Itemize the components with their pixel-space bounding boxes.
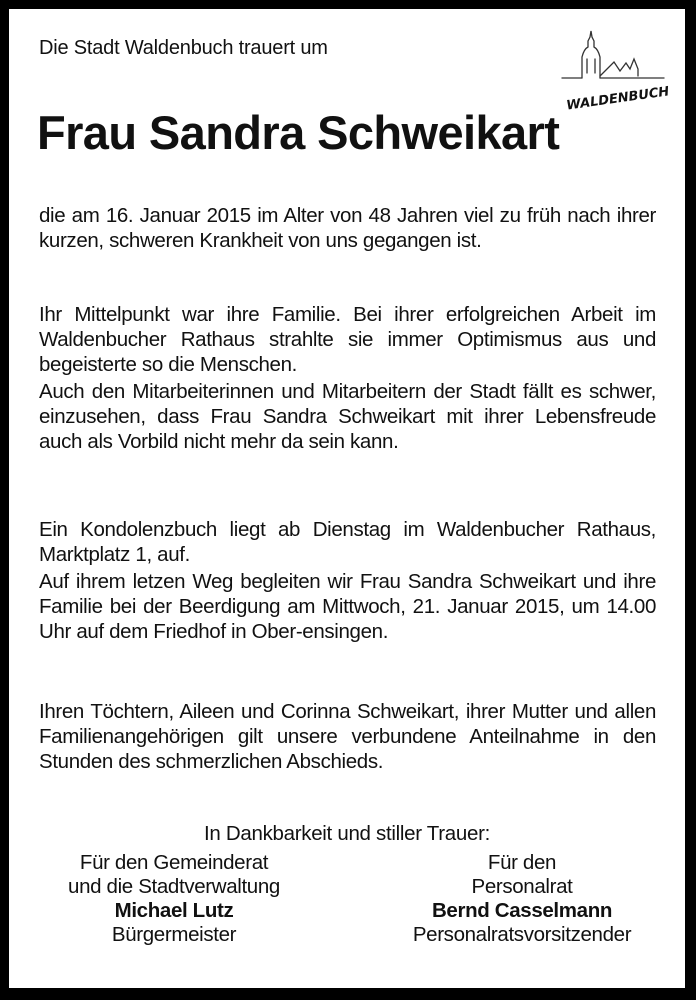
deceased-name-title: Frau Sandra Schweikart — [37, 106, 560, 159]
signature-line2: und die Stadtverwaltung — [68, 875, 280, 898]
signatory-name: Bernd Casselmann — [431, 899, 613, 922]
intro-line: Die Stadt Waldenbuch trauert um — [39, 37, 328, 59]
waldenbuch-city-logo-icon — [554, 29, 674, 114]
signatory-name: Michael Lutz — [114, 899, 234, 922]
signature-staff-council — [372, 851, 672, 947]
paragraph-funeral-details: Auf ihrem letzen Weg begleiten wir Frau Sandra Schweikart und ihre Familie bei der Beerdigung am Mittwoch, 21. Januar 2015, um 14.00 Uhr auf dem Friedhof in Ober-ensingen. — [39, 570, 656, 643]
paragraph-family-work: Ihr Mittelpunkt war ihre Familie. Bei ihrer erfolgreichen Arbeit im Waldenbucher Rathaus strahlte sie immer Optimismus aus und begeisterte so die Menschen. — [39, 303, 656, 376]
paragraph-sympathy: Ihren Töchtern, Aileen und Corinna Schweikart, ihrer Mutter und allen Familienangehörigen gilt unsere verbundene Anteilnahme in den Stunden des schmerzlichen Abschieds. — [39, 700, 656, 773]
signature-city-council — [24, 851, 324, 947]
closing-line: In Dankbarkeit und stiller Trauer: — [203, 822, 491, 845]
svg-text:WALDENBUCH: WALDENBUCH — [565, 84, 671, 114]
signatory-role: Bürgermeister — [111, 923, 237, 946]
signatory-role: Personalratsvorsitzender — [412, 923, 632, 946]
paragraph-death-notice: die am 16. Januar 2015 im Alter von 48 Jahren viel zu früh nach ihrer kurzen, schweren Krankheit von uns gegangen ist. — [39, 204, 656, 252]
signature-line1: Für den Gemeinderat — [79, 851, 269, 874]
signature-line1: Für den — [487, 851, 557, 874]
signature-line2: Personalrat — [471, 875, 573, 898]
obituary-notice — [9, 9, 685, 988]
paragraph-condolence-book: Ein Kondolenzbuch liegt ab Dienstag im Waldenbucher Rathaus, Marktplatz 1, auf. — [39, 518, 656, 566]
paragraph-colleagues: Auch den Mitarbeiterinnen und Mitarbeitern der Stadt fällt es schwer, einzusehen, dass Frau Sandra Schweikart mit ihrer Lebensfreude auch als Vorbild nicht mehr da sein kann. — [39, 380, 656, 453]
